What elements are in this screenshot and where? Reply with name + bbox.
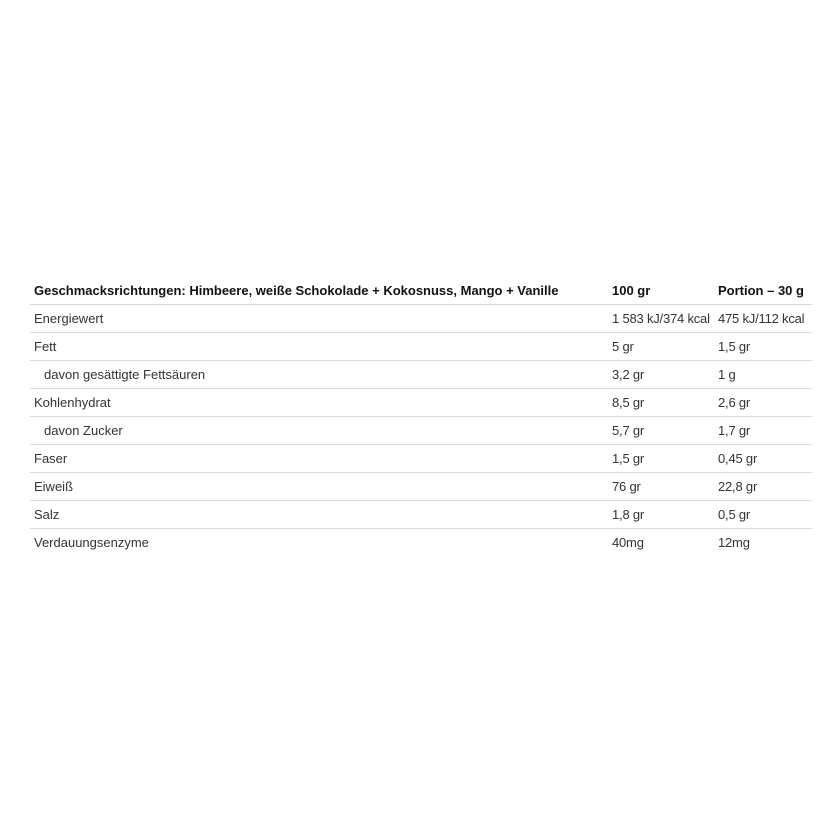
nutrient-name: Faser — [30, 445, 608, 473]
value-per-portion: 0,45 gr — [714, 445, 812, 473]
value-per-portion: 1,7 gr — [714, 417, 812, 445]
table-row — [30, 445, 812, 473]
value-per-portion: 2,6 gr — [714, 389, 812, 417]
value-per-portion: 1 g — [714, 361, 812, 389]
table-row — [30, 361, 812, 389]
table-row — [30, 529, 812, 557]
nutrition-table — [30, 276, 812, 556]
value-per-100g: 5 gr — [608, 333, 714, 361]
table-row — [30, 417, 812, 445]
nutrient-name: Salz — [30, 501, 608, 529]
nutrient-name: Eiweiß — [30, 473, 608, 501]
nutrient-name: Fett — [30, 333, 608, 361]
nutrient-name-sub: davon Zucker — [30, 417, 608, 445]
nutrient-name: Kohlenhydrat — [30, 389, 608, 417]
value-per-100g: 1,8 gr — [608, 501, 714, 529]
value-per-portion: 22,8 gr — [714, 473, 812, 501]
nutrition-table-container — [30, 276, 812, 556]
header-per-100g: 100 gr — [608, 276, 714, 305]
table-row — [30, 389, 812, 417]
header-portion: Portion – 30 g — [714, 276, 812, 305]
nutrient-name-sub: davon gesättigte Fettsäuren — [30, 361, 608, 389]
header-row — [30, 276, 812, 305]
table-row — [30, 501, 812, 529]
value-per-portion: 12mg — [718, 535, 750, 550]
nutrient-name: Verdauungsenzyme — [34, 535, 149, 550]
value-per-100g: 40mg — [612, 535, 644, 550]
table-row — [30, 305, 812, 333]
value-per-100g: 5,7 gr — [608, 417, 714, 445]
value-per-portion: 1,5 gr — [714, 333, 812, 361]
table-header — [30, 276, 812, 305]
value-per-100g: 8,5 gr — [608, 389, 714, 417]
nutrient-name: Energiewert — [30, 305, 608, 333]
table-body — [30, 305, 812, 557]
table-row — [30, 473, 812, 501]
value-per-100g: 1,5 gr — [608, 445, 714, 473]
header-flavors: Geschmacksrichtungen: Himbeere, weiße Schokolade + Kokosnuss, Mango + Vanille — [30, 276, 608, 305]
value-per-portion: 475 kJ/112 kcal — [714, 305, 812, 333]
value-per-100g: 3,2 gr — [608, 361, 714, 389]
value-per-100g: 1 583 kJ/374 kcal — [608, 305, 714, 333]
table-row — [30, 333, 812, 361]
value-per-100g: 76 gr — [608, 473, 714, 501]
value-per-portion: 0,5 gr — [714, 501, 812, 529]
